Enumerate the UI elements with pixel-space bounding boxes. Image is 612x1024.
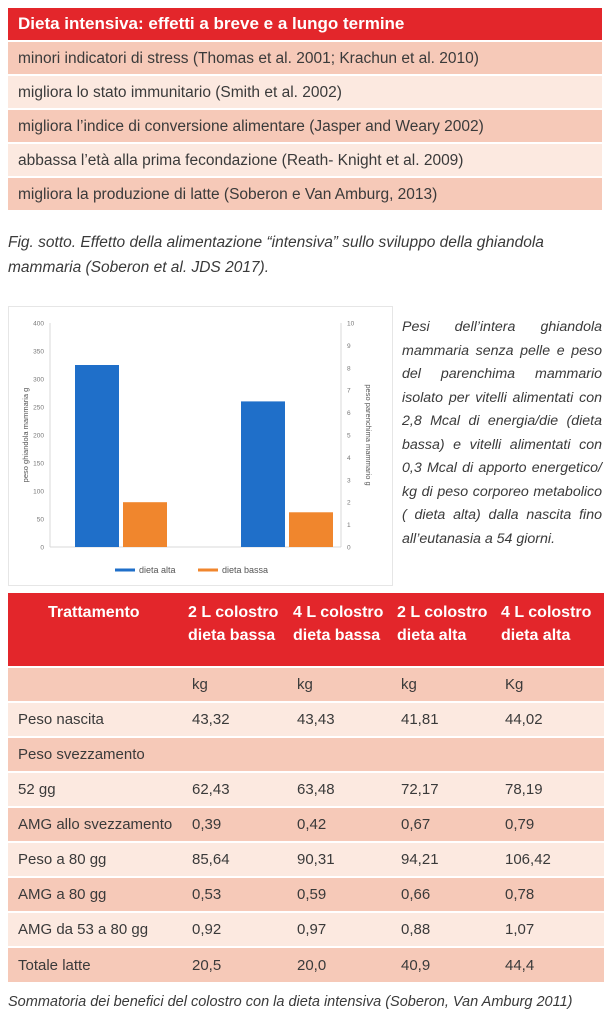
table-cell: 52 gg [8, 772, 182, 807]
right-tick-label: 5 [347, 432, 351, 440]
table-cell: 0,92 [182, 912, 287, 947]
table-row [8, 842, 604, 877]
table-cell: AMG da 53 a 80 gg [8, 912, 182, 947]
bar-dieta-bassa-0 [123, 502, 167, 547]
mammary-chart [8, 306, 393, 586]
table-cell: 0,39 [182, 807, 287, 842]
benefits-box [8, 8, 602, 210]
table-cell: 40,9 [391, 947, 495, 982]
table-cell [182, 737, 287, 772]
table-cell: 0,97 [287, 912, 391, 947]
table-cell: 72,17 [391, 772, 495, 807]
right-tick-label: 4 [347, 454, 351, 462]
right-tick-label: 0 [347, 544, 351, 552]
benefit-item: migliora la produzione di latte (Soberon e Van Amburg, 2013) [8, 176, 602, 210]
table-cell: Kg [495, 667, 604, 702]
left-tick-label: 400 [33, 320, 44, 328]
table-row [8, 877, 604, 912]
table-cell [287, 737, 391, 772]
benefit-item: migliora lo stato immunitario (Smith et al. 2002) [8, 74, 602, 108]
benefit-item: migliora l’indice di conversione alimentare (Jasper and Weary 2002) [8, 108, 602, 142]
bar-dieta-alta-1 [241, 401, 285, 547]
right-tick-label: 8 [347, 365, 351, 373]
table-cell [8, 667, 182, 702]
bar-dieta-alta-0 [75, 365, 119, 547]
chart-frame [9, 307, 393, 586]
benefit-item: minori indicatori di stress (Thomas et al. 2001; Krachun et al. 2010) [8, 40, 602, 74]
right-tick-label: 3 [347, 477, 351, 485]
table-cell: 0,42 [287, 807, 391, 842]
table-cell: 0,78 [495, 877, 604, 912]
table-cell: 20,0 [287, 947, 391, 982]
table-cell: 0,66 [391, 877, 495, 912]
table-cell: 62,43 [182, 772, 287, 807]
footer-caption: Sommatoria dei benefici del colostro con la dieta intensiva (Soberon, Van Amburg 2011) [8, 994, 573, 1010]
legend-label-dieta-alta: dieta alta [139, 565, 176, 575]
y-axis-label-right: peso parenchima mammario g [364, 384, 373, 486]
left-tick-label: 100 [33, 488, 44, 496]
table-cell: 43,32 [182, 702, 287, 737]
right-tick-label: 2 [347, 499, 351, 507]
table-cell: AMG a 80 gg [8, 877, 182, 912]
treatment-table [8, 593, 604, 982]
table-cell: 44,02 [495, 702, 604, 737]
table-cell: Peso nascita [8, 702, 182, 737]
bar-dieta-bassa-1 [289, 512, 333, 547]
table-cell: kg [391, 667, 495, 702]
table-cell: 0,79 [495, 807, 604, 842]
chart-svg [8, 306, 393, 586]
table-cell: AMG allo svezzamento [8, 807, 182, 842]
chart-description: Pesi dell’intera ghiandola mammaria senza pelle e peso del parenchima mammario isolato per vitelli alimentati con 2,8 Mcal di energia/die (dieta bassa) e vitelli alimentati con 0,3 Mcal di apporto energetico/ kg di peso corporeo metabolico ( dieta alta) dalla nascita fino all’eutanasia a 54 giorni. [402, 319, 602, 547]
header-2l-alta: 2 L colostro dieta alta [391, 593, 495, 667]
table-header-row [8, 593, 604, 667]
table-cell: kg [287, 667, 391, 702]
table-cell: 78,19 [495, 772, 604, 807]
table-cell: 20,5 [182, 947, 287, 982]
benefits-title: Dieta intensiva: effetti a breve e a lungo termine [8, 8, 602, 40]
left-tick-label: 50 [36, 516, 44, 524]
left-tick-label: 250 [33, 404, 44, 412]
legend-label-dieta-bassa: dieta bassa [222, 565, 269, 575]
right-tick-label: 10 [347, 320, 355, 328]
table-cell: kg [182, 667, 287, 702]
header-4l-alta: 4 L colostro dieta alta [495, 593, 604, 667]
header-trattamento: Trattamento [8, 593, 182, 667]
table-cell: 1,07 [495, 912, 604, 947]
table-row [8, 772, 604, 807]
table-row [8, 737, 604, 772]
header-2l-bassa: 2 L colostro dieta bassa [182, 593, 287, 667]
table-cell: 43,43 [287, 702, 391, 737]
table-cell: 94,21 [391, 842, 495, 877]
table-cell: 41,81 [391, 702, 495, 737]
table-cell: 44,4 [495, 947, 604, 982]
right-tick-label: 9 [347, 342, 351, 350]
table-cell [495, 737, 604, 772]
header-4l-bassa: 4 L colostro dieta bassa [287, 593, 391, 667]
table-cell: Peso svezzamento [8, 737, 182, 772]
table-cell: 63,48 [287, 772, 391, 807]
table-cell: Peso a 80 gg [8, 842, 182, 877]
table-cell [391, 737, 495, 772]
left-tick-label: 300 [33, 376, 44, 384]
left-tick-label: 200 [33, 432, 44, 440]
left-tick-label: 350 [33, 348, 44, 356]
table-cell: 85,64 [182, 842, 287, 877]
table-row [8, 807, 604, 842]
table-cell: Totale latte [8, 947, 182, 982]
figure-caption: Fig. sotto. Effetto della alimentazione “intensiva” sullo sviluppo della ghiandola mammaria (Soberon et al. JDS 2017). [8, 234, 544, 276]
left-tick-label: 150 [33, 460, 44, 468]
table-row [8, 947, 604, 982]
right-tick-label: 1 [347, 522, 351, 530]
right-tick-label: 7 [347, 387, 351, 395]
benefit-item: abbassa l’età alla prima fecondazione (Reath- Knight et al. 2009) [8, 142, 602, 176]
table-cell: 0,53 [182, 877, 287, 912]
table-cell: 106,42 [495, 842, 604, 877]
right-tick-label: 6 [347, 410, 351, 418]
table-cell: 0,67 [391, 807, 495, 842]
table-cell: 90,31 [287, 842, 391, 877]
table-row [8, 912, 604, 947]
table-row [8, 702, 604, 737]
table-cell: 0,88 [391, 912, 495, 947]
units-row [8, 667, 604, 702]
left-tick-label: 0 [40, 544, 44, 552]
y-axis-label-left: peso ghiandola mammaria g [21, 387, 30, 483]
table-cell: 0,59 [287, 877, 391, 912]
